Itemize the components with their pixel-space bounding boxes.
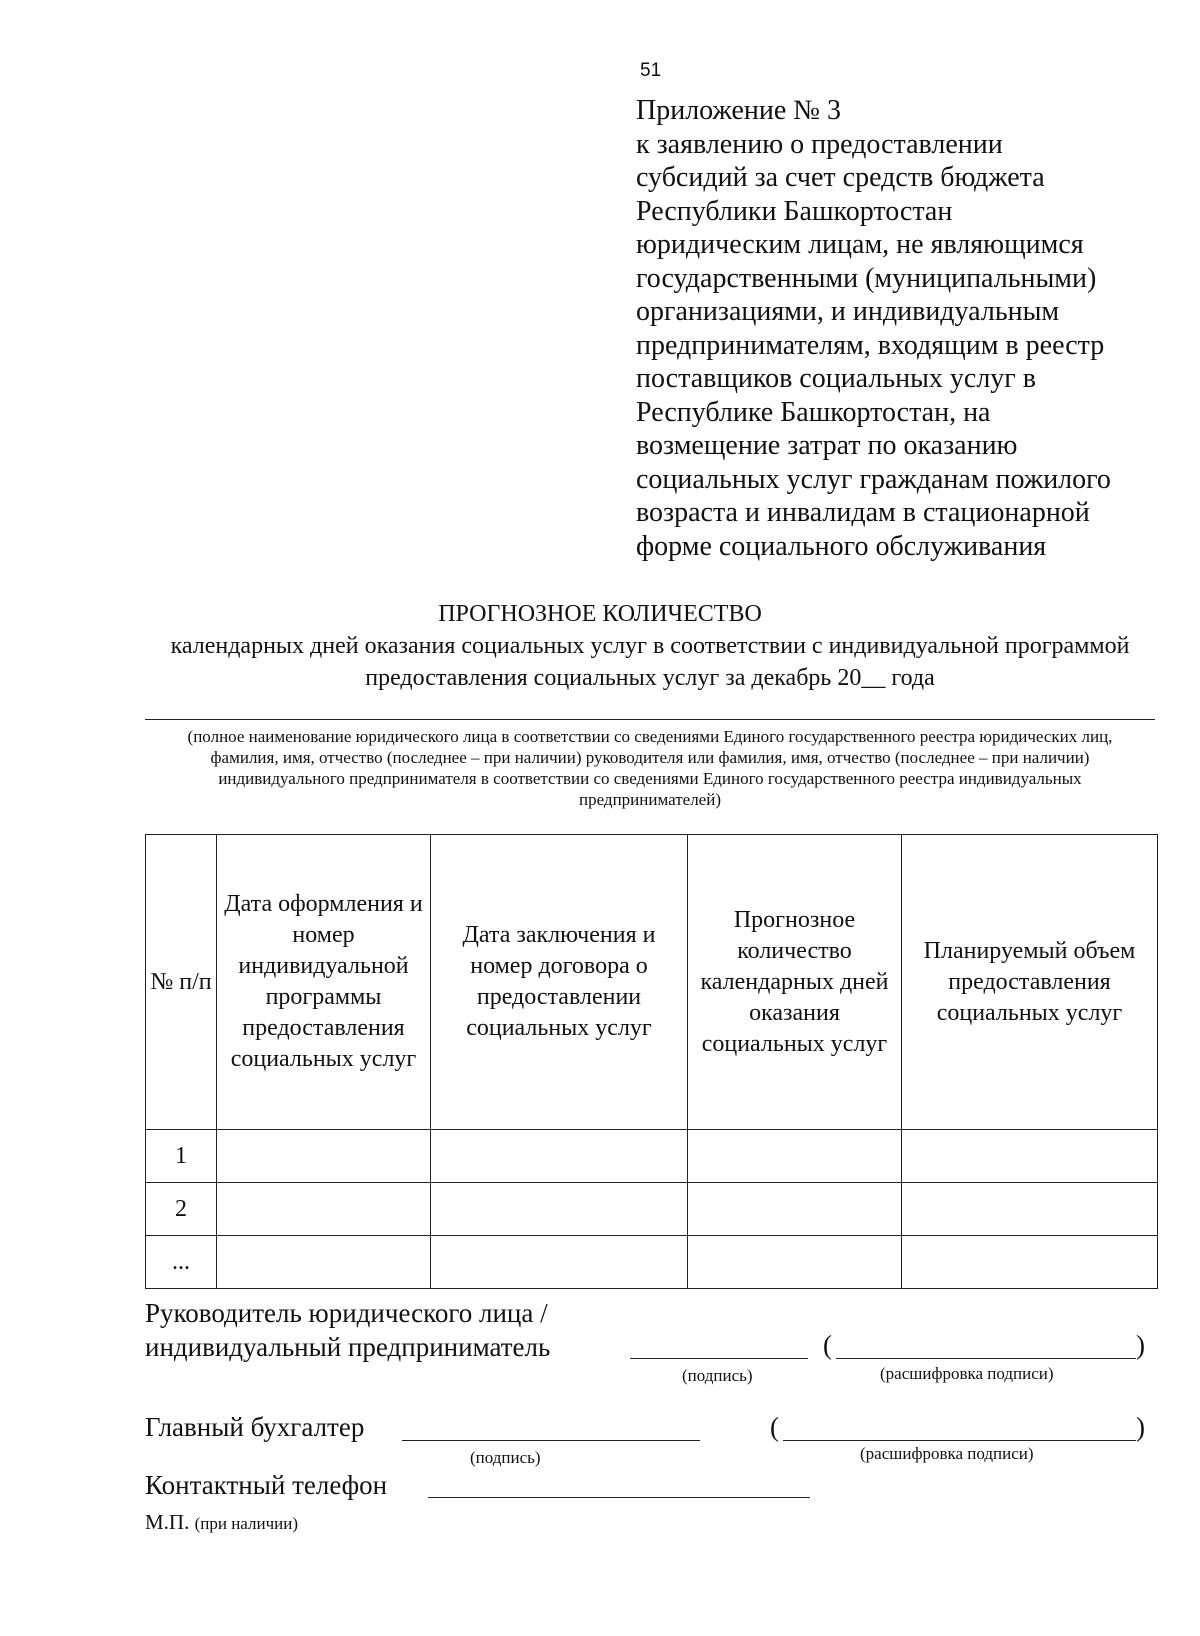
document-subtitle: календарных дней оказания социальных услуг в соответствии с индивидуальной программой предоставления социальных услуг за декабрь 20__ года — [170, 633, 1130, 691]
table-row — [146, 1236, 1158, 1289]
accountant-signature-line[interactable] — [402, 1440, 700, 1441]
appendix-line: организациями, и индивидуальным — [636, 296, 1060, 327]
stamp-label: М.П. — [145, 1510, 190, 1534]
table-cell: 2 — [146, 1183, 217, 1236]
page-number: 51 — [640, 60, 662, 81]
table-cell[interactable] — [431, 1130, 688, 1183]
table-cell[interactable] — [431, 1183, 688, 1236]
header-program-date: Дата оформления и номер индивидуальной программы предоставления социальных услуг — [217, 835, 431, 1130]
head-label-line-2: индивидуальный предприниматель — [145, 1332, 551, 1362]
appendix-line: возраста и инвалидам в стационарной — [636, 497, 1090, 528]
appendix-line: поставщиков социальных услуг в — [636, 363, 1036, 394]
appendix-line: предпринимателям, входящим в реестр — [636, 329, 1105, 361]
table-row — [146, 1183, 1158, 1236]
table-row — [146, 1130, 1158, 1183]
table-header-row — [146, 835, 1158, 1130]
table-cell[interactable] — [217, 1236, 431, 1289]
table-cell[interactable] — [217, 1130, 431, 1183]
organization-name-line[interactable] — [145, 719, 1155, 720]
head-decode-line[interactable] — [836, 1358, 1136, 1359]
head-label-line-1: Руководитель юридического лица / — [145, 1298, 548, 1328]
table-cell: ... — [146, 1236, 217, 1289]
header-contract-date: Дата заключения и номер договора о предоставлении социальных услуг — [431, 835, 688, 1130]
head-decode-caption: (расшифровка подписи) — [880, 1364, 1054, 1383]
table-cell[interactable] — [902, 1183, 1158, 1236]
appendix-line: Республики Башкортостан — [636, 195, 953, 227]
appendix-line: Республике Башкортостан, на — [636, 396, 991, 428]
header-forecast-days: Прогнозное количество календарных дней оказания социальных услуг — [688, 835, 902, 1130]
accountant-decode-line[interactable] — [783, 1440, 1136, 1441]
appendix-line: социальных услуг гражданам пожилого — [636, 463, 1111, 495]
table-cell[interactable] — [688, 1183, 902, 1236]
appendix-line: государственными (муниципальными) — [636, 262, 1097, 294]
accountant-close-paren: ) — [1136, 1412, 1145, 1442]
document-title: ПРОГНОЗНОЕ КОЛИЧЕСТВО — [438, 601, 762, 627]
table-cell[interactable] — [688, 1130, 902, 1183]
head-open-paren: ( — [823, 1330, 832, 1360]
phone-label: Контактный телефон — [145, 1470, 388, 1500]
table-cell[interactable] — [431, 1236, 688, 1289]
accountant-signature-caption: (подпись) — [470, 1448, 541, 1467]
appendix-line: к заявлению о предоставлении — [636, 128, 1003, 160]
appendix-line: субсидий за счет средств бюджета — [636, 162, 1045, 193]
phone-line[interactable] — [428, 1497, 810, 1498]
header-planned-volume: Планируемый объем предоставления социальных услуг — [902, 835, 1158, 1130]
appendix-line: Приложение № 3 — [636, 95, 841, 126]
header-number: № п/п — [146, 835, 217, 1130]
head-close-paren: ) — [1136, 1330, 1145, 1360]
head-signature-line[interactable] — [630, 1358, 808, 1359]
accountant-open-paren: ( — [770, 1412, 779, 1442]
organization-name-caption: (полное наименование юридического лица в соответствии со сведениями Единого государственного реестра юридических лиц, фамилия, имя, отчество (последнее – при наличии) руководителя или фамилия, имя, отчество (последнее – при наличии) индивидуального предпринимателя в соответствии со сведениями Единого государственного реестра индивидуальных предпринимателей) — [187, 727, 1113, 809]
table-cell: 1 — [146, 1130, 217, 1183]
stamp-note: (при наличии) — [194, 1514, 298, 1533]
table-cell[interactable] — [902, 1130, 1158, 1183]
head-signature-caption: (подпись) — [682, 1366, 753, 1385]
accountant-label: Главный бухгалтер — [145, 1412, 365, 1442]
appendix-line: возмещение затрат по оказанию — [636, 430, 1018, 461]
appendix-line: форме социального обслуживания — [636, 530, 1047, 562]
stamp-row — [145, 1508, 298, 1538]
accountant-decode-caption: (расшифровка подписи) — [860, 1444, 1034, 1463]
table-cell[interactable] — [688, 1236, 902, 1289]
appendix-note — [636, 94, 1176, 563]
table-cell[interactable] — [902, 1236, 1158, 1289]
appendix-line: юридическим лицам, не являющимся — [636, 229, 1084, 260]
table-cell[interactable] — [217, 1183, 431, 1236]
forecast-table — [145, 834, 1158, 1289]
